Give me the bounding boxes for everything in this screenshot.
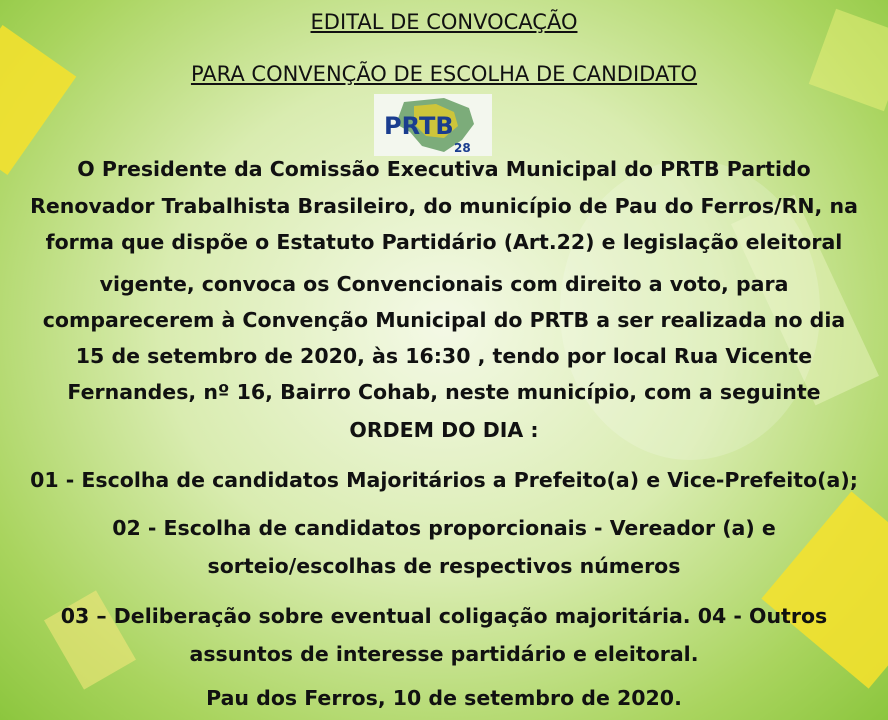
paragraph-line-6: 15 de setembro de 2020, às 16:30 , tendo por local Rua Vicente — [75, 344, 813, 368]
paragraph-line-1: O Presidente da Comissão Executiva Municipal do PRTB Partido — [77, 157, 811, 181]
paragraph-line-3: forma que dispõe o Estatuto Partidário (Art.22) e legislação eleitoral — [45, 230, 843, 254]
paragraph-line-5: comparecerem à Convenção Municipal do PRTB a ser realizada no dia — [42, 308, 846, 332]
agenda-item-2-line-1: 02 - Escolha de candidatos proporcionais - Vereador (a) e — [112, 516, 776, 540]
ordem-do-dia-heading: ORDEM DO DIA : — [349, 418, 539, 442]
agenda-item-1: 01 - Escolha de candidatos Majoritários a Prefeito(a) e Vice-Prefeito(a); — [30, 468, 858, 492]
paragraph-line-2: Renovador Trabalhista Brasileiro, do município de Pau do Ferros/RN, na — [30, 194, 858, 218]
agenda-item-3-line-2: assuntos de interesse partidário e eleitoral. — [189, 642, 699, 666]
signature-date: Pau dos Ferros, 10 de setembro de 2020. — [206, 686, 682, 710]
title-line-2: PARA CONVENÇÃO DE ESCOLHA DE CANDIDATO — [190, 62, 698, 86]
prtb-logo-icon — [374, 94, 492, 156]
logo-text: PRTB — [384, 112, 454, 140]
paragraph-line-7: Fernandes, nº 16, Bairro Cohab, neste município, com a seguinte — [67, 380, 821, 404]
agenda-item-3-line-1: 03 – Deliberação sobre eventual coligação majoritária. 04 - Outros — [60, 604, 828, 628]
logo-number: 28 — [454, 141, 471, 155]
decorative-shape — [0, 25, 76, 175]
agenda-item-2-line-2: sorteio/escolhas de respectivos números — [207, 554, 681, 578]
title-line-1: EDITAL DE CONVOCAÇÃO — [310, 10, 578, 34]
paragraph-line-4: vigente, convoca os Convencionais com direito a voto, para — [99, 272, 789, 296]
